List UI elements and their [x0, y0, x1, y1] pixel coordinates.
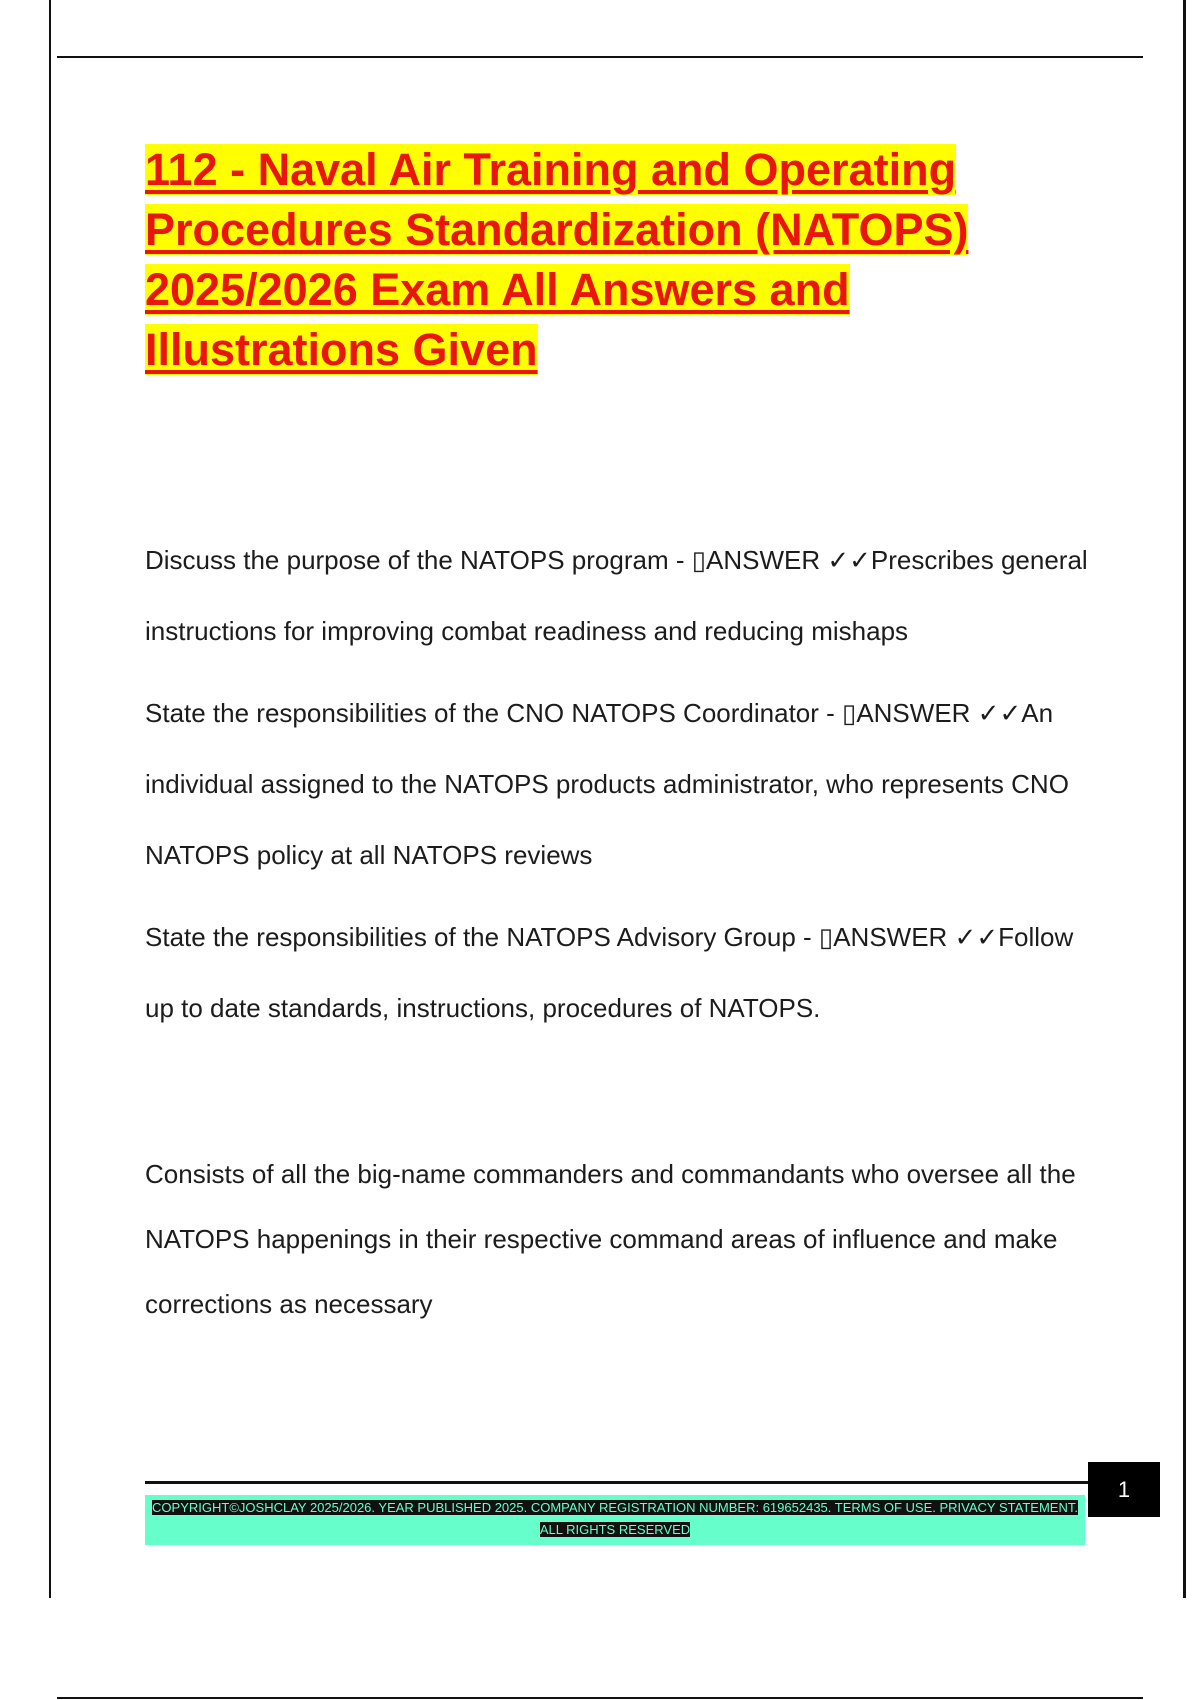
qa-item: State the responsibilities of the NATOPS Advisory Group - ▯ANSWER ✓✓Follow up to date standards, instructions, procedures of NATOPS. [145, 922, 1074, 1023]
page-border-right [1183, 0, 1186, 1598]
body-paragraph: Consists of all the big-name commanders and commandants who oversee all the NATOPS happenings in their respective command areas of influence and make corrections as necessary [145, 1159, 1076, 1319]
document-title-text: 112 - Naval Air Training and Operating Procedures Standardization (NATOPS) 2025/2026 Exam All Answers and Illustrations Given [145, 144, 969, 375]
page-number: 1 [1088, 1462, 1160, 1517]
footer-copyright [145, 1495, 1085, 1545]
footer-rule [145, 1481, 1090, 1484]
bottom-rule [57, 1697, 1143, 1699]
qa-item: Discuss the purpose of the NATOPS program - ▯ANSWER ✓✓Prescribes general instructions for improving combat readiness and reducing mishaps [145, 545, 1088, 646]
qa-item: State the responsibilities of the CNO NATOPS Coordinator - ▯ANSWER ✓✓An individual assigned to the NATOPS products administrator, who represents CNO NATOPS policy at all NATOPS reviews [145, 698, 1069, 870]
page-border-left [49, 0, 51, 1598]
document-title [145, 140, 1045, 380]
header-rule [57, 56, 1143, 58]
footer-copyright-text: COPYRIGHT©JOSHCLAY 2025/2026. YEAR PUBLISHED 2025. COMPANY REGISTRATION NUMBER: 619652435. TERMS OF USE. PRIVACY STATEMENT. ALL RIGHTS RESERVED [152, 1500, 1078, 1537]
